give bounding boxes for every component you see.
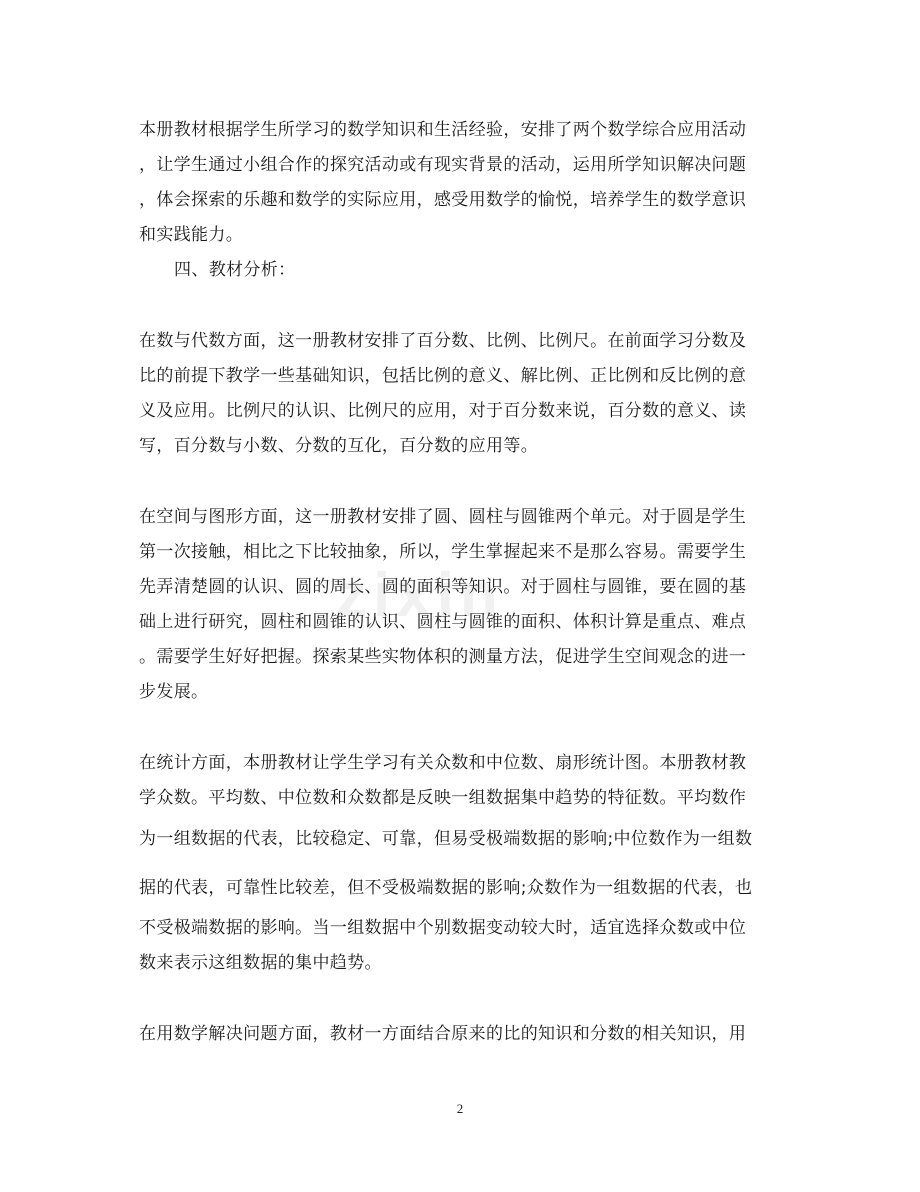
paragraph-line: ，让学生通过小组合作的探究活动或有现实背景的活动，运用所学知识解决问题 — [139, 155, 747, 175]
paragraph-line: 为一组数据的代表，比较稳定、可靠，但易受极端数据的影响;中位数作为一组数 — [139, 829, 753, 849]
paragraph-line: 础上进行研究，圆柱和圆锥的认识、圆柱与圆锥的面积、体积计算是重点、难点 — [139, 612, 747, 632]
paragraph-line: 学众数。平均数、中位数和众数都是反映一组数据集中趋势的特征数。平均数作 — [139, 788, 747, 808]
paragraph-line: 。需要学生好好把握。探索某些实物体积的测量方法，促进学生空间观念的进一 — [139, 647, 747, 667]
watermark: zixin — [336, 561, 504, 630]
paragraph-line: 本册教材根据学生所学习的数学知识和生活经验，安排了两个数学综合应用活动 — [139, 120, 747, 140]
paragraph-line: 先弄清楚圆的认识、圆的周长、圆的面积等知识。对于圆柱与圆锥，要在圆的基 — [139, 577, 747, 597]
paragraph-line: 写，百分数与小数、分数的互化，百分数的应用等。 — [139, 436, 539, 456]
paragraph-line: 在空间与图形方面，这一册教材安排了圆、圆柱与圆锥两个单元。对于圆是学生 — [139, 507, 747, 527]
paragraph-line: 不受极端数据的影响。当一组数据中个别数据变动较大时，适宜选择众数或中位 — [139, 918, 747, 938]
paragraph-line: 据的代表，可靠性比较差，但不受极端数据的影响;众数作为一组数据的代表，也 — [139, 878, 753, 898]
paragraph-line: 步发展。 — [139, 682, 209, 702]
page-number: 2 — [456, 1101, 464, 1116]
paragraph-line: 比的前提下教学一些基础知识，包括比例的意义、解比例、正比例和反比例的意 — [139, 366, 747, 386]
paragraph-line: 第一次接触，相比之下比较抽象，所以，学生掌握起来不是那么容易。需要学生 — [139, 542, 747, 562]
section-heading: 四、教材分析： — [174, 260, 296, 280]
paragraph-line: 在数与代数方面，这一册教材安排了百分数、比例、比例尺。在前面学习分数及 — [139, 331, 747, 351]
paragraph-line: ，体会探索的乐趣和数学的实际应用，感受用数学的愉悦，培养学生的数学意识 — [139, 190, 747, 210]
paragraph-line: 义及应用。比例尺的认识、比例尺的应用，对于百分数来说，百分数的意义、读 — [139, 401, 747, 421]
paragraph-line: 数来表示这组数据的集中趋势。 — [139, 953, 382, 973]
paragraph-line: 在统计方面，本册教材让学生学习有关众数和中位数、扇形统计图。本册教材教 — [139, 753, 747, 773]
paragraph-line: 在用数学解决问题方面，教材一方面结合原来的比的知识和分数的相关知识，用 — [139, 1024, 747, 1044]
paragraph-line: 和实践能力。 — [139, 225, 244, 245]
